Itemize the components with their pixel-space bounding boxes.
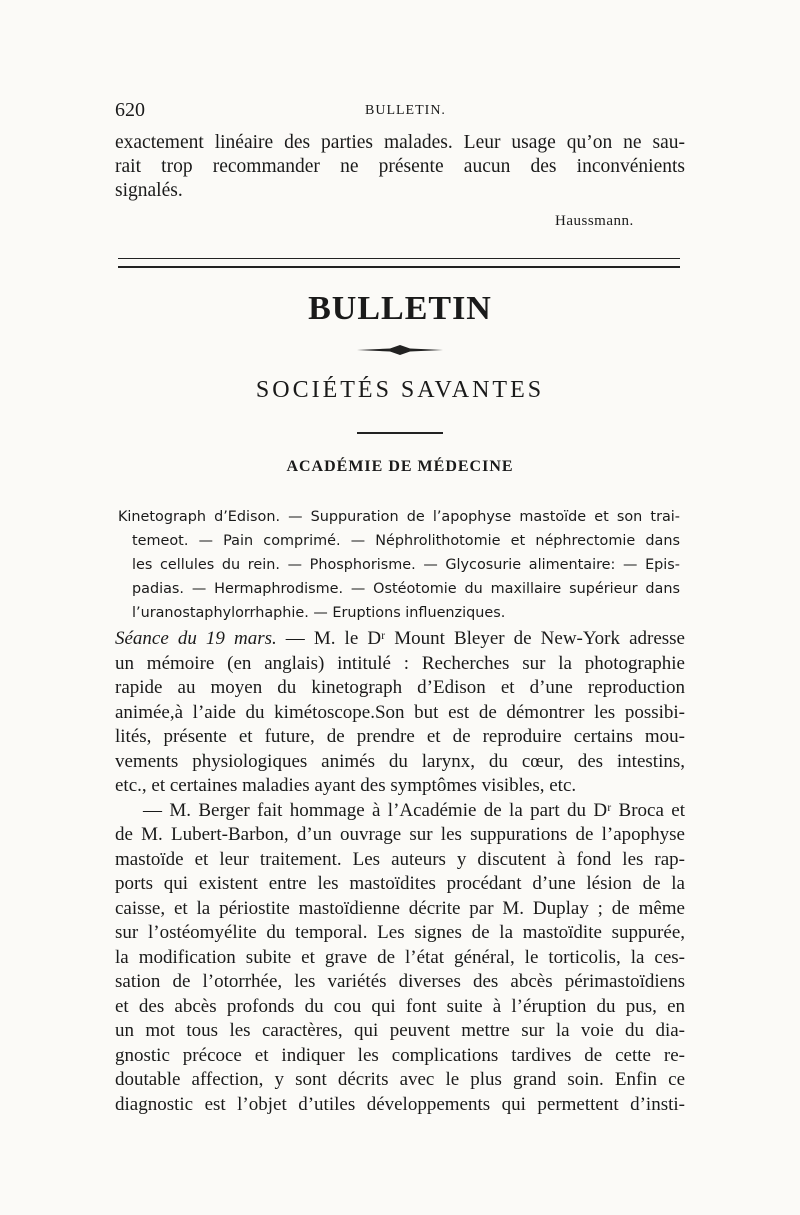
running-head: BULLETIN. [365,103,446,118]
text-line: sur l’ostéomyélite du temporal. Les signes de la mastoïdite suppurée, [115,922,685,943]
summary-block [118,505,680,625]
section-title: BULLETIN [308,290,492,327]
summary-line: temeot. — Pain comprimé. — Néphrolithotomie et néphrectomie dans [132,533,680,549]
academy-heading: ACADÉMIE DE MÉDECINE [286,458,514,475]
text-line: — M. Berger fait hommage à l’Académie de la part du Dʳ Broca et [143,799,685,821]
text-line: rait trop recommander ne présente aucun des inconvénients [115,156,685,177]
session-date: Séance du 19 mars. [115,628,277,649]
divider-rule [118,258,680,259]
ornament-divider [355,340,445,360]
short-divider [357,432,443,434]
text-line: animée,à l’aide du kimétoscope.Son but est de démontrer les possibi- [115,701,685,723]
text-line: diagnostic est l’objet d’utiles développements qui permettent d’insti- [115,1093,685,1115]
text-line: un mémoire (en anglais) intitulé : Recherches sur la photographie [115,652,685,674]
text-line: gnostic précoce et indiquer les complications tardives de cette re- [115,1044,685,1066]
section-subtitle: SOCIÉTÉS SAVANTES [255,377,545,403]
text-line: lités, présente et future, de prendre et de reproduire certains mou- [115,726,685,747]
text-line: de M. Lubert-Barbon, d’un ouvrage sur les suppurations de l’apophyse [115,824,685,845]
text-fragment: — M. le Dʳ Mount Bleyer de New-York adresse [276,628,685,649]
text-line: doutable affection, y sont décrits avec le plus grand soin. Enfin ce [115,1069,685,1090]
text-line: rapide au moyen du kinetograph d’Edison et d’une reproduction [115,677,685,698]
divider-rule [118,266,680,268]
text-line: sation de l’otorrhée, les variétés diverses des abcès périmastoïdiens [115,971,685,992]
signature: Haussmann. [555,213,634,229]
text-line: et des abcès profonds du cou qui font suite à l’éruption du pus, en [115,995,685,1017]
page-number: 620 [115,99,145,121]
text-line: signalés. [115,180,183,201]
summary-line: l’uranostaphylorrhaphie. — Eruptions influenziques. [132,605,506,621]
text-line: vements physiologiques animés du larynx, du cœur, des intestins, [115,750,685,772]
text-line: mastoïde et leur traitement. Les auteurs y discutent à fond les rap- [115,848,685,870]
text-line: la modification subite et grave de l’état général, le torticolis, la ces- [115,946,685,968]
top-paragraph [115,131,685,203]
text-line: etc., et certaines maladies ayant des symptômes visibles, etc. [115,775,577,796]
summary-line: les cellules du rein. — Phosphorisme. — Glycosurie alimentaire: — Epis- [132,557,680,573]
text-line: exactement linéaire des parties malades. Leur usage qu’on ne sau- [115,132,685,153]
text-line: un mot tous les caractères, qui peuvent mettre sur la voie du dia- [115,1020,685,1041]
text-line [115,627,685,652]
body-text [115,627,685,1117]
summary-line: Kinetograph d’Edison. — Suppuration de l’apophyse mastoïde et son trai- [118,509,680,525]
summary-line: padias. — Hermaphrodisme. — Ostéotomie du maxillaire supérieur dans [132,581,680,597]
text-line: ports qui existent entre les mastoïdites procédant d’une lésion de la [115,873,685,894]
text-line: caisse, et la périostite mastoïdienne décrite par M. Duplay ; de même [115,897,685,919]
